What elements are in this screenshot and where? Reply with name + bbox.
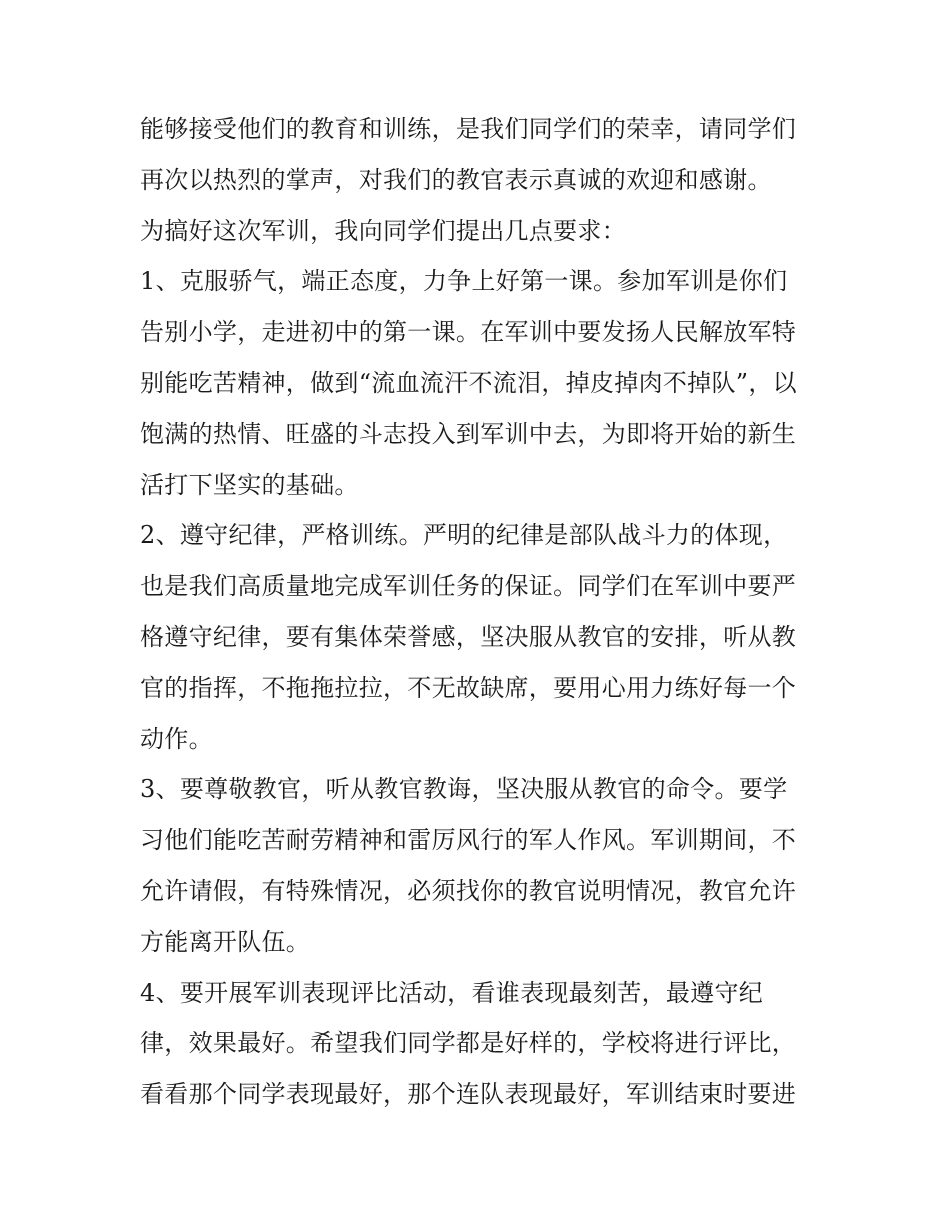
text-line: 别能吃苦精神，做到“流血流汗不流泪，掉皮掉肉不掉队”，以 [140,368,797,397]
text-line: 官的指挥，不拖拖拉拉，不无故缺席，要用心用力练好每一个 [140,673,797,702]
text-line: 饱满的热情、旺盛的斗志投入到军训中去，为即将开始的新生 [140,419,797,448]
text-line: 活打下坚实的基础。 [140,470,359,499]
text-line: 看看那个同学表现最好，那个连队表现最好，军训结束时要进 [140,1080,797,1109]
text-line: 动作。 [140,724,213,753]
text-line: 格遵守纪律，要有集体荣誉感，坚决服从教官的安排，听从教 [140,622,797,651]
text-line: 方能离开队伍。 [140,927,311,956]
document-body [140,104,820,1120]
text-line: 3、要尊敬教官，听从教官教诲，坚决服从教官的命令。要学 [140,775,788,804]
text-line: 允许请假，有特殊情况，必须找你的教官说明情况，教官允许 [140,876,797,905]
text-line: 律，效果最好。希望我们同学都是好样的，学校将进行评比， [140,1029,797,1058]
text-line: 2、遵守纪律，严格训练。严明的纪律是部队战斗力的体现， [140,521,788,550]
text-line: 也是我们高质量地完成军训任务的保证。同学们在军训中要严 [140,572,797,601]
text-line: 习他们能吃苦耐劳精神和雷厉风行的军人作风。军训期间，不 [140,826,797,855]
text-line: 为搞好这次军训，我向同学们提出几点要求： [140,216,626,245]
text-line: 4、要开展军训表现评比活动，看谁表现最刻苦，最遵守纪 [140,978,764,1007]
text-line: 能够接受他们的教育和训练，是我们同学们的荣幸，请同学们 [140,115,797,143]
text-line: 再次以热烈的掌声，对我们的教官表示真诚的欢迎和感谢。 [140,165,772,194]
text-line: 1、克服骄气，端正态度，力争上好第一课。参加军训是你们 [140,267,788,296]
text-line: 告别小学，走进初中的第一课。在军训中要发扬人民解放军特 [140,318,797,347]
